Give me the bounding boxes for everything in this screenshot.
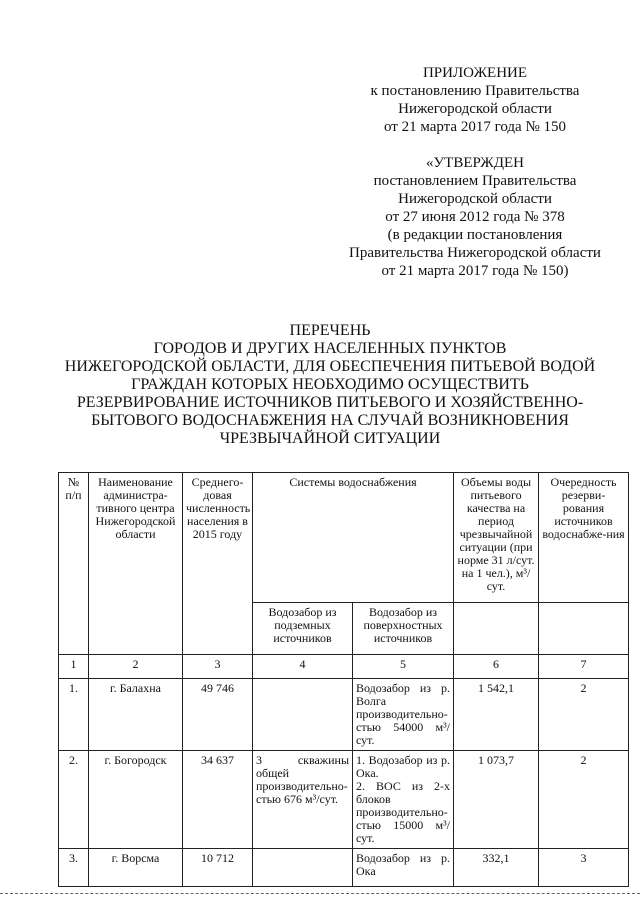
column-number: 6 bbox=[454, 655, 539, 679]
row-population: 49 746 bbox=[183, 679, 253, 751]
appendix-heading: ПРИЛОЖЕНИЕ bbox=[422, 65, 528, 81]
header-row bbox=[59, 473, 629, 603]
row-priority: 2 bbox=[539, 751, 629, 849]
row-underground bbox=[253, 849, 353, 887]
row-num: 2. bbox=[59, 751, 89, 849]
row-num: 1. bbox=[59, 679, 89, 751]
header-underground: Водозабор из подземных источников bbox=[253, 603, 353, 655]
row-center: г. Богородск bbox=[89, 751, 183, 849]
header-surface: Водозабор из поверхностных источников bbox=[353, 603, 454, 655]
column-numbers-row bbox=[59, 655, 629, 679]
column-number: 4 bbox=[253, 655, 353, 679]
header-systems: Системы водоснабжения bbox=[253, 473, 454, 603]
row-num: 3. bbox=[59, 849, 89, 887]
row-volume: 332,1 bbox=[454, 849, 539, 887]
row-volume: 1 542,1 bbox=[454, 679, 539, 751]
row-population: 10 712 bbox=[183, 849, 253, 887]
row-surface: Водозабор из р. Ока bbox=[353, 849, 454, 887]
title-line: НИЖЕГОРОДСКОЙ ОБЛАСТИ, ДЛЯ ОБЕСПЕЧЕНИЯ ПИТЬЕВОЙ ВОДОЙ bbox=[64, 358, 596, 375]
header-priority: Очередность резерви-рования источников водоснабже-ния bbox=[539, 473, 629, 603]
row-priority: 2 bbox=[539, 679, 629, 751]
row-center: г. Балахна bbox=[89, 679, 183, 751]
title-line: ГОРОДОВ И ДРУГИХ НАСЕЛЕННЫХ ПУНКТОВ bbox=[153, 340, 507, 357]
appendix-line: к постановлению Правительства bbox=[370, 83, 580, 99]
approved-line: Правительства Нижегородской области bbox=[349, 245, 601, 261]
column-number: 3 bbox=[183, 655, 253, 679]
approved-line: Нижегородской области bbox=[398, 191, 552, 207]
column-number: 2 bbox=[89, 655, 183, 679]
row-surface: Водозабор из р. Волга производительно-стью 54000 м³/сут. bbox=[353, 679, 454, 751]
table-row bbox=[59, 849, 629, 887]
approved-line: от 27 июня 2012 года № 378 bbox=[385, 209, 565, 225]
approved-line: (в редакции постановления bbox=[387, 227, 563, 243]
appendix-block bbox=[340, 64, 610, 280]
row-population: 34 637 bbox=[183, 751, 253, 849]
header-volume: Объемы воды питьевого качества на период чрезвычайной ситуации (при норме 31 л/сут. на 1 чел.), м³/сут. bbox=[454, 473, 539, 603]
table-row bbox=[59, 751, 629, 849]
column-number: 1 bbox=[59, 655, 89, 679]
table-row bbox=[59, 679, 629, 751]
column-number: 5 bbox=[353, 655, 454, 679]
row-underground: 3 скважины общей производительно-стью 676 м³/сут. bbox=[253, 751, 353, 849]
header-num: № п/п bbox=[59, 473, 89, 655]
row-volume: 1 073,7 bbox=[454, 751, 539, 849]
settlements-table bbox=[58, 472, 629, 887]
title-line: РЕЗЕРВИРОВАНИЕ ИСТОЧНИКОВ ПИТЬЕВОГО И ХОЗЯЙСТВЕННО- bbox=[76, 394, 584, 411]
appendix-line: от 21 марта 2017 года № 150 bbox=[383, 119, 567, 135]
approved-line: от 21 марта 2017 года № 150) bbox=[381, 263, 569, 279]
row-underground bbox=[253, 679, 353, 751]
header-priority-blank bbox=[539, 603, 629, 655]
header-center: Наименование администра-тивного центра Нижегородской области bbox=[89, 473, 183, 655]
page-bottom-edge bbox=[0, 893, 640, 894]
approved-heading: «УТВЕРЖДЕН bbox=[426, 155, 524, 171]
row-priority: 3 bbox=[539, 849, 629, 887]
appendix-line: Нижегородской области bbox=[398, 101, 552, 117]
title-line: ЧРЕЗВЫЧАЙНОЙ СИТУАЦИИ bbox=[219, 430, 441, 447]
approved-line: постановлением Правительства bbox=[373, 173, 577, 189]
row-surface: 1. Водозабор из р. Ока. 2. ВОС из 2-х блоков производительно-стью 15000 м³/сут. bbox=[353, 751, 454, 849]
row-center: г. Ворсма bbox=[89, 849, 183, 887]
header-population: Среднего-довая численность населения в 2015 году bbox=[183, 473, 253, 655]
document-title bbox=[60, 322, 600, 448]
title-line: БЫТОВОГО ВОДОСНАБЖЕНИЯ НА СЛУЧАЙ ВОЗНИКНОВЕНИЯ bbox=[91, 412, 569, 429]
title-heading: ПЕРЕЧЕНЬ bbox=[289, 322, 371, 339]
column-number: 7 bbox=[539, 655, 629, 679]
header-volume-blank bbox=[454, 603, 539, 655]
title-line: ГРАЖДАН КОТОРЫХ НЕОБХОДИМО ОСУЩЕСТВИТЬ bbox=[131, 376, 529, 393]
